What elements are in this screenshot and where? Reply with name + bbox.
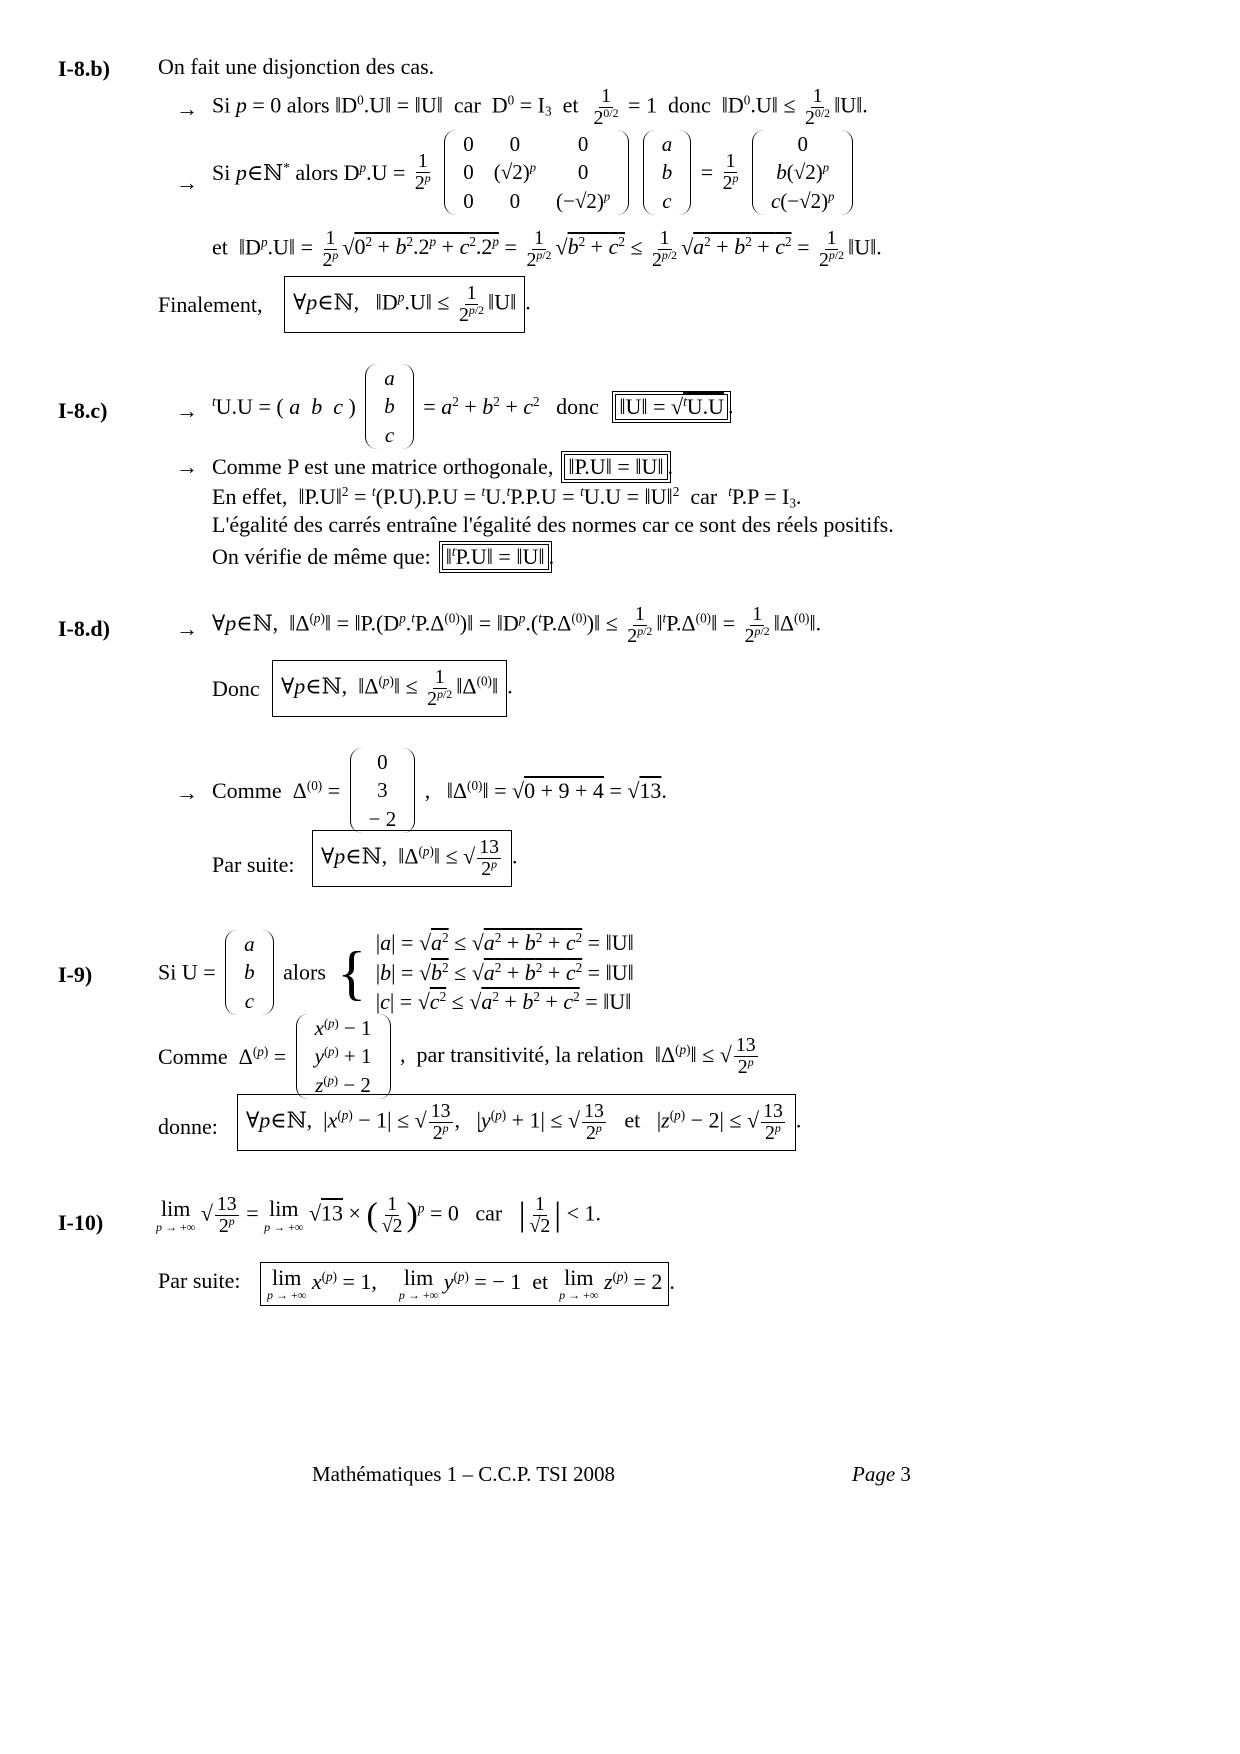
i8b-final-box: ∀p∈ℕ, $‖D^p.U‖$ ≤ $\frac{1}{2^{p/2}}$ ‖U‖ . [284,276,531,333]
section-label-i8d: I-8.d) [58,616,110,641]
page-number: Page 3 [852,1462,911,1486]
i8d-box2: ∀p∈ℕ, $‖\Delta^{(p)}‖$ ≤ √ $\frac{13}{2^p}$ . [312,830,518,887]
i9-box: ∀p∈ℕ, $|x^{(p)} - 1|$ ≤ √ $\frac{13}{2^p}$ , $|y^{(p)} + 1|$ ≤ √ $\frac{13}{2^p}$ et $|z^{(p)} - 2|$ ≤ √ $\frac{13}{2^p}$ . [237,1094,801,1151]
i8c-line1: $^t$U.U = ( a b c ) a b c = $a^2 + b^2 + c^2$ donc ‖U‖ = √$^t$U.U . [212,364,734,449]
i8d-line1: ∀p∈ℕ, $‖\Delta^{(p)}‖$ = $‖P.(D^p.^tP.\Delta^{(0)})‖$ = $‖D^p.(^tP.\Delta^{(0)})‖$ ≤ $\frac{1}{2^{p/2}}$ $‖^tP.\Delta^{(0)}‖$ = $\frac{1}{2^{p/2}}$ $‖\Delta^{(0)}‖$. [212,603,822,647]
i8c-line4: L'égalité des carrés entraîne l'égalité des normes car ce sont des réels positifs. [212,512,894,537]
i9-sys-line: $|c| = √c^2 \le √a^2 + b^2 + c^2$ = ‖U‖ [375,989,632,1015]
arrow-icon: → [176,398,198,423]
arrow-icon: → [176,616,198,641]
i8d-box1: ∀p∈ℕ, $‖\Delta^{(p)}‖$ ≤ $\frac{1}{2^{p/2}}$ $‖\Delta^{(0)}‖$ . [272,660,513,717]
i8b-case0: Si p = 0 alors $‖D^0.U‖$ = ‖U‖ car $D^0 = I_3$ et $\frac{1}{2^{0/2}}$ = 1 donc $‖D^0.U‖$ ≤ $\frac{1}{2^{0/2}}$ ‖U‖. [212,85,868,129]
i10-box: lim p → +∞ $x^{(p)} = 1$, lim p → +∞ $y^{(p)}$ = − 1 et lim p → +∞ $z^{(p)} = 2$. [260,1262,675,1306]
i9-sys-line: $|a| = √a^2 \le √a^2 + b^2 + c^2$ = ‖U‖ [375,930,634,955]
i8d-comme: Comme $\Delta^{(0)}$ = 0 3 − 2 , $‖\Delta^{(0)}‖ = √0 + 9 + 4 = √13$. [212,748,667,833]
arrow-icon: → [176,96,198,121]
i8c-line3: En effet, ‖P.U‖$^2$ = $^t$(P.U).P.U = $^t$U.$^t$P.P.U = $^t$U.U = ‖U‖$^2$ car $^tP.P = I_3$. [212,484,802,511]
i8b-intro: On fait une disjonction des cas. [158,54,435,79]
section-label-i10: I-10) [58,1210,104,1235]
brace-icon: { [337,939,367,1006]
section-label-i8b: I-8.b) [58,56,110,81]
i10-parsuite: Par suite: [158,1268,241,1293]
i8d-parsuite: Par suite: [212,852,295,877]
i9-comme: Comme $\Delta^{(p)}$ = $x^{(p)} - 1$ $y^{(p)} + 1$ $z^{(p)} - 2$ , par transitivité, la relation $‖\Delta^{(p)}‖$ ≤ √ $\frac{13}{2^p}$ [158,1014,760,1099]
i9-donne: donne: [158,1114,218,1139]
i9-si: Si U = a b c alors { $|a| = √a^2 \le √a^2 + b^2 + c^2$ = ‖U‖ $|b| = √b^2 \le √a^2 + b^2 + c^2$ = ‖U‖ $|c| = √c^2 \le √a^2 + b^2 + c^2$ = ‖U‖ [158,928,634,1017]
section-label-i9: I-9) [58,962,93,987]
i8b-final-prefix: Finalement, [158,292,263,317]
i8c-line5: On vérifie de même que: ‖$^t$P.U‖ = ‖U‖ . [212,544,555,569]
arrow-icon: → [176,780,198,805]
arrow-icon: → [176,454,198,479]
i8b-casep: Si p∈ℕ* alors $D^p.U$ = $\frac{1}{2^p}$ 0 0 0 0 $(√2)^p$ 0 0 0 $(-√2)^p$ a b c = $\frac{1}{2^p}$ 0 $b(√2)^p$ $c(-√2)^p$ [212,130,857,215]
i8c-line2: Comme P est une matrice orthogonale, ‖P.U‖ = ‖U‖ . [212,454,674,479]
i9-sys-line: $|b| = √b^2 \le √a^2 + b^2 + c^2$ = ‖U‖ [375,959,634,985]
section-label-i8c: I-8.c) [58,398,108,423]
footer-text: Mathématiques 1 – C.C.P. TSI 2008 [312,1462,615,1486]
i8d-donc: Donc [212,676,260,701]
i8b-norm: et $‖D^p.U‖$ = $\frac{1}{2^p}$ $√0^2 + b^2.2^p + c^2.2^p$ = $\frac{1}{2^{p/2}}$ $√b^2 + c^2$ ≤ $\frac{1}{2^{p/2}}$ $√a^2 + b^2 + c^2$ = $\frac{1}{2^{p/2}}$ ‖U‖. [212,227,882,271]
i10-line1: lim p → +∞ √ $\frac{13}{2^p}$ = lim p → +∞ √13 × ( $\frac{1}{√2}$ )$^p$ = 0 car | $\frac{1}{√2}$ | < 1. [156,1193,601,1237]
arrow-icon: → [176,170,198,195]
